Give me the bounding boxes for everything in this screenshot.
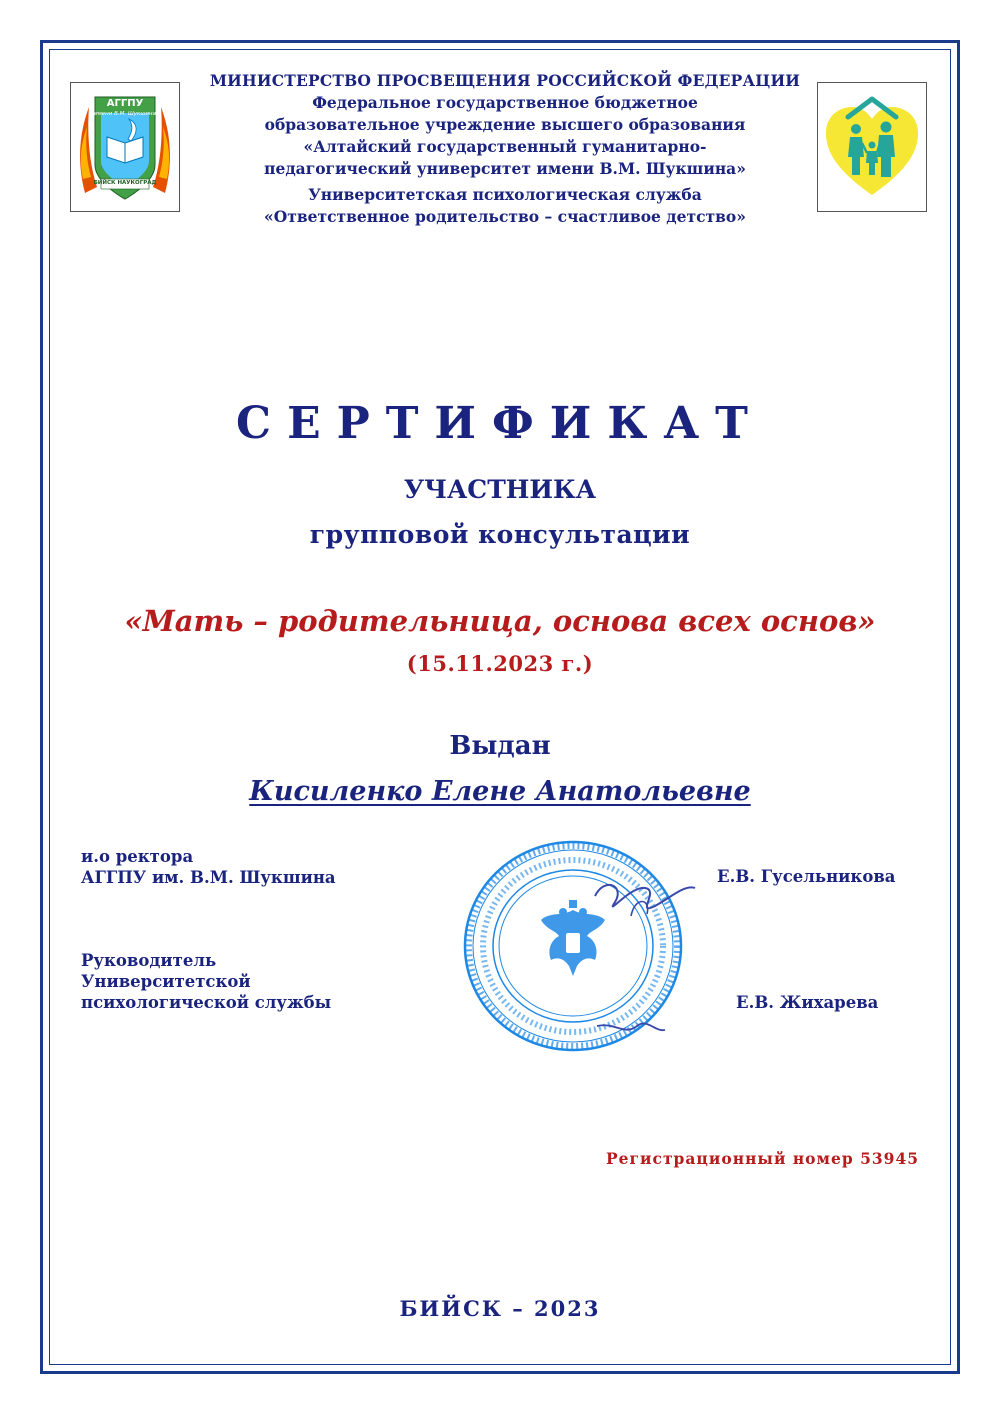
city-year: БИЙСК – 2023 (399, 1296, 601, 1321)
logo-bottom-text: БИЙСК НАУКОГРАД (93, 180, 157, 186)
rector-name: Е.В. Гусельникова (717, 867, 896, 886)
service-line: Университетская психологическая служба (308, 185, 702, 204)
head-title-line: психологической службы (81, 993, 332, 1012)
issued-label: Выдан (449, 731, 551, 761)
head-title-line: Руководитель (81, 951, 217, 970)
institution-line: образовательное учреждение высшего образования (264, 115, 746, 134)
recipient-name (0, 776, 1000, 807)
psychological-service-logo (817, 82, 927, 212)
certificate-subtitle-event: групповой консультации (309, 520, 691, 549)
ministry-name: МИНИСТЕРСТВО ПРОСВЕЩЕНИЯ РОССИЙСКОЙ ФЕДЕРАЦИИ (209, 71, 801, 90)
head-name: Е.В. Жихарева (736, 993, 879, 1012)
logo-sub-text: имени В.М. Шукшина (94, 111, 156, 117)
official-round-seal-icon (455, 826, 715, 1066)
rector-title (81, 846, 336, 888)
consultation-topic: «Мать – родительница, основа всех основ» (124, 604, 876, 638)
certificate-subtitle: УЧАСТНИКА (403, 475, 597, 504)
head-title-line: Университетской (81, 972, 251, 991)
official-seal (455, 826, 715, 1066)
university-logo (70, 82, 180, 212)
recipient-name-text: Кисиленко Елене Анатольевне (249, 776, 751, 807)
logo-top-text: АГГПУ (106, 98, 144, 109)
rector-title-line: АГГПУ им. В.М. Шукшина (81, 868, 336, 887)
family-heart-house-icon (818, 83, 926, 211)
institution-line: педагогический университет имени В.М. Шукшина» (264, 159, 746, 178)
head-title (81, 950, 331, 1013)
certificate-header (200, 70, 810, 228)
service-line: «Ответственное родительство – счастливое детство» (264, 207, 746, 226)
institution-line: «Алтайский государственный гуманитарно- (303, 137, 707, 156)
consultation-date: (15.11.2023 г.) (406, 651, 594, 676)
certificate-title: СЕРТИФИКАТ (236, 398, 764, 449)
rector-title-line: и.о ректора (81, 847, 194, 866)
institution-line: Федеральное государственное бюджетное (312, 93, 698, 112)
registration-number: Регистрационный номер 53945 (606, 1149, 920, 1168)
